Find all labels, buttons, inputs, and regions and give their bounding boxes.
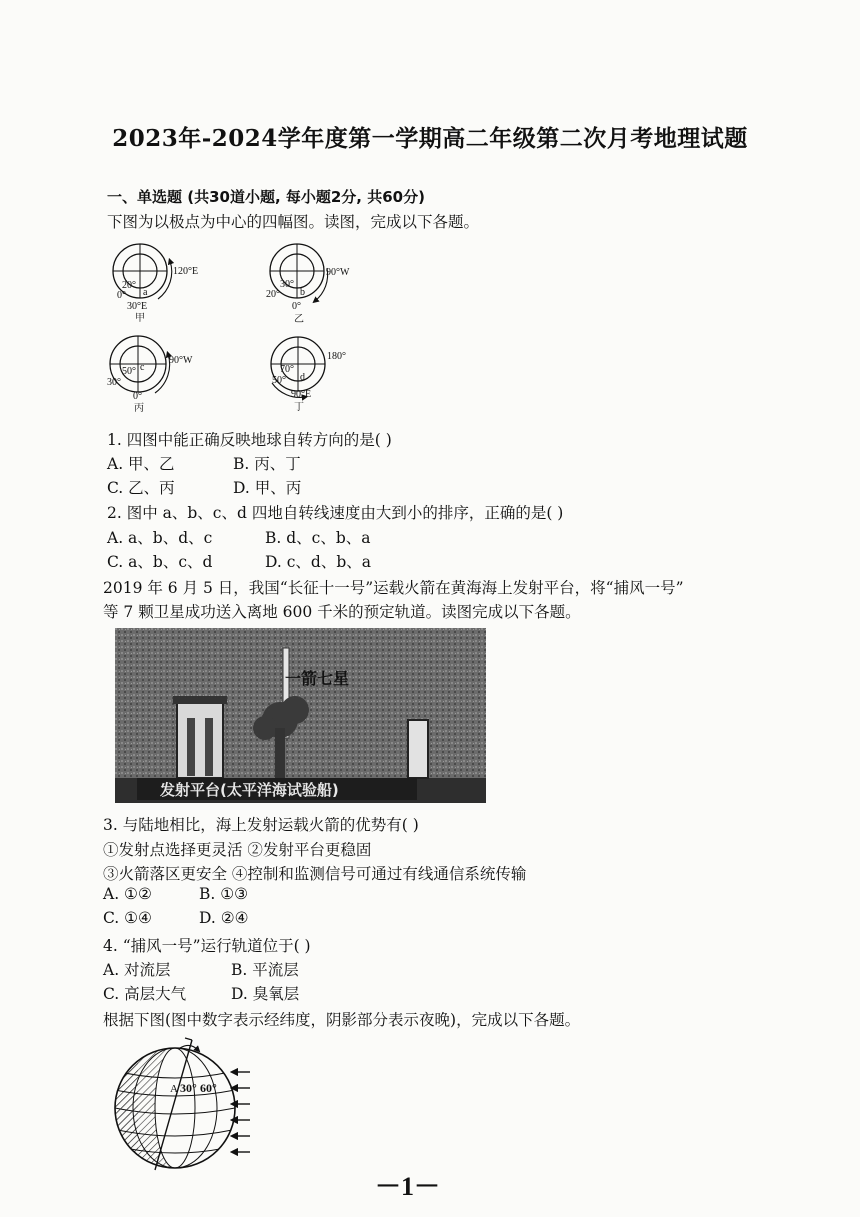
polar-diagrams — [100, 243, 460, 418]
label-bing-right: 90°W — [169, 355, 193, 366]
label-ding-bottom: 90°E — [291, 389, 312, 400]
point-c: c — [140, 362, 145, 373]
q2-option-d: D. c、d、b、a — [265, 553, 371, 571]
q2-option-c: C. a、b、c、d — [107, 553, 213, 571]
q2-stem: 2. 图中 a、b、c、d 四地自转线速度由大到小的排序，正确的是( ) — [107, 504, 564, 522]
label-bing-inner: 50° — [122, 366, 136, 377]
label-jia-bottom: 30°E — [127, 301, 148, 312]
point-a: a — [143, 287, 148, 298]
sunlight-arrows — [234, 1072, 250, 1152]
q1-option-b: B. 丙、丁 — [233, 455, 301, 473]
globe-figure — [100, 1030, 280, 1180]
diagram-name-ding: 丁 — [294, 402, 304, 413]
globe-label-lon: 60° — [200, 1081, 217, 1095]
label-jia-left: 0° — [117, 290, 126, 301]
intro-globe: 根据下图(图中数字表示经纬度，阴影部分表示夜晚)，完成以下各题。 — [103, 1011, 581, 1029]
diagram-yi — [266, 244, 350, 325]
label-yi-inner: 30° — [280, 279, 294, 290]
label-yi-left: 20° — [266, 289, 280, 300]
q4-option-b: B. 平流层 — [231, 961, 299, 979]
q1-stem: 1. 四图中能正确反映地球自转方向的是( ) — [107, 431, 392, 449]
point-b: b — [300, 287, 305, 298]
label-jia-inner: 20° — [122, 280, 136, 291]
q4-option-d: D. 臭氧层 — [231, 985, 300, 1003]
point-d: d — [300, 372, 305, 383]
label-ding-right: 180° — [327, 351, 346, 362]
diagram-name-jia: 甲 — [135, 313, 145, 324]
q3-statements-2: ③火箭落区更安全 ④控制和监测信号可通过有线通信系统传输 — [103, 865, 527, 883]
diagram-jia — [113, 244, 198, 324]
diagram-ding — [271, 337, 346, 413]
q3-statements-1: ①发射点选择更灵活 ②发射平台更稳固 — [103, 841, 372, 859]
q1-option-a: A. 甲、乙 — [107, 455, 175, 473]
globe-label-a: A — [170, 1083, 178, 1095]
launch-platform-photo — [115, 628, 486, 803]
label-jia-right: 120°E — [173, 266, 199, 277]
diagram-name-bing: 丙 — [134, 403, 144, 414]
q2-option-a: A. a、b、d、c — [107, 529, 213, 547]
q3-stem: 3. 与陆地相比，海上发射运载火箭的优势有( ) — [103, 816, 419, 834]
label-ding-inner: 70° — [280, 364, 294, 375]
photo-caption: 发射平台(太平洋海试验船) — [160, 781, 339, 799]
q2-option-b: B. d、c、b、a — [265, 529, 371, 547]
diagram-bing — [107, 336, 193, 414]
q4-stem: 4. “捕风一号”运行轨道位于( ) — [103, 937, 311, 955]
intro-polar-diagrams: 下图为以极点为中心的四幅图。读图，完成以下各题。 — [107, 213, 480, 231]
intro-rocket-line1: 2019 年 6 月 5 日，我国“长征十一号”运载火箭在黄海海上发射平台，将“捕风一号” — [103, 579, 684, 597]
label-ding-left: 50° — [272, 375, 286, 386]
q4-option-a: A. 对流层 — [103, 961, 171, 979]
q1-option-c: C. 乙、丙 — [107, 479, 175, 497]
label-yi-right: 90°W — [326, 267, 350, 278]
intro-rocket-line2: 等 7 颗卫星成功送入离地 600 千米的预定轨道。读图完成以下各题。 — [103, 603, 581, 621]
globe-label-lat: 30° — [180, 1081, 197, 1095]
diagram-name-yi: 乙 — [294, 314, 304, 325]
label-bing-left: 30° — [107, 377, 121, 388]
q3-option-c: C. ①④ — [103, 909, 152, 927]
q1-option-d: D. 甲、丙 — [233, 479, 302, 497]
q4-option-c: C. 高层大气 — [103, 985, 187, 1003]
q3-option-a: A. ①② — [103, 885, 152, 903]
page-title: 2023年-2024学年度第一学期高二年级第二次月考地理试题 — [112, 125, 748, 152]
q3-option-b: B. ①③ — [199, 885, 249, 903]
page-number: －1－ — [375, 1172, 441, 1201]
rotation-arrow-icon — [155, 354, 170, 393]
label-yi-bottom: 0° — [292, 301, 301, 312]
label-bing-bottom: 0° — [133, 391, 142, 402]
photo-label-top: 一箭七星 — [285, 669, 350, 688]
section-heading: 一、单选题 (共30道小题, 每小题2分, 共60分) — [107, 188, 425, 206]
q3-option-d: D. ②④ — [199, 909, 249, 927]
